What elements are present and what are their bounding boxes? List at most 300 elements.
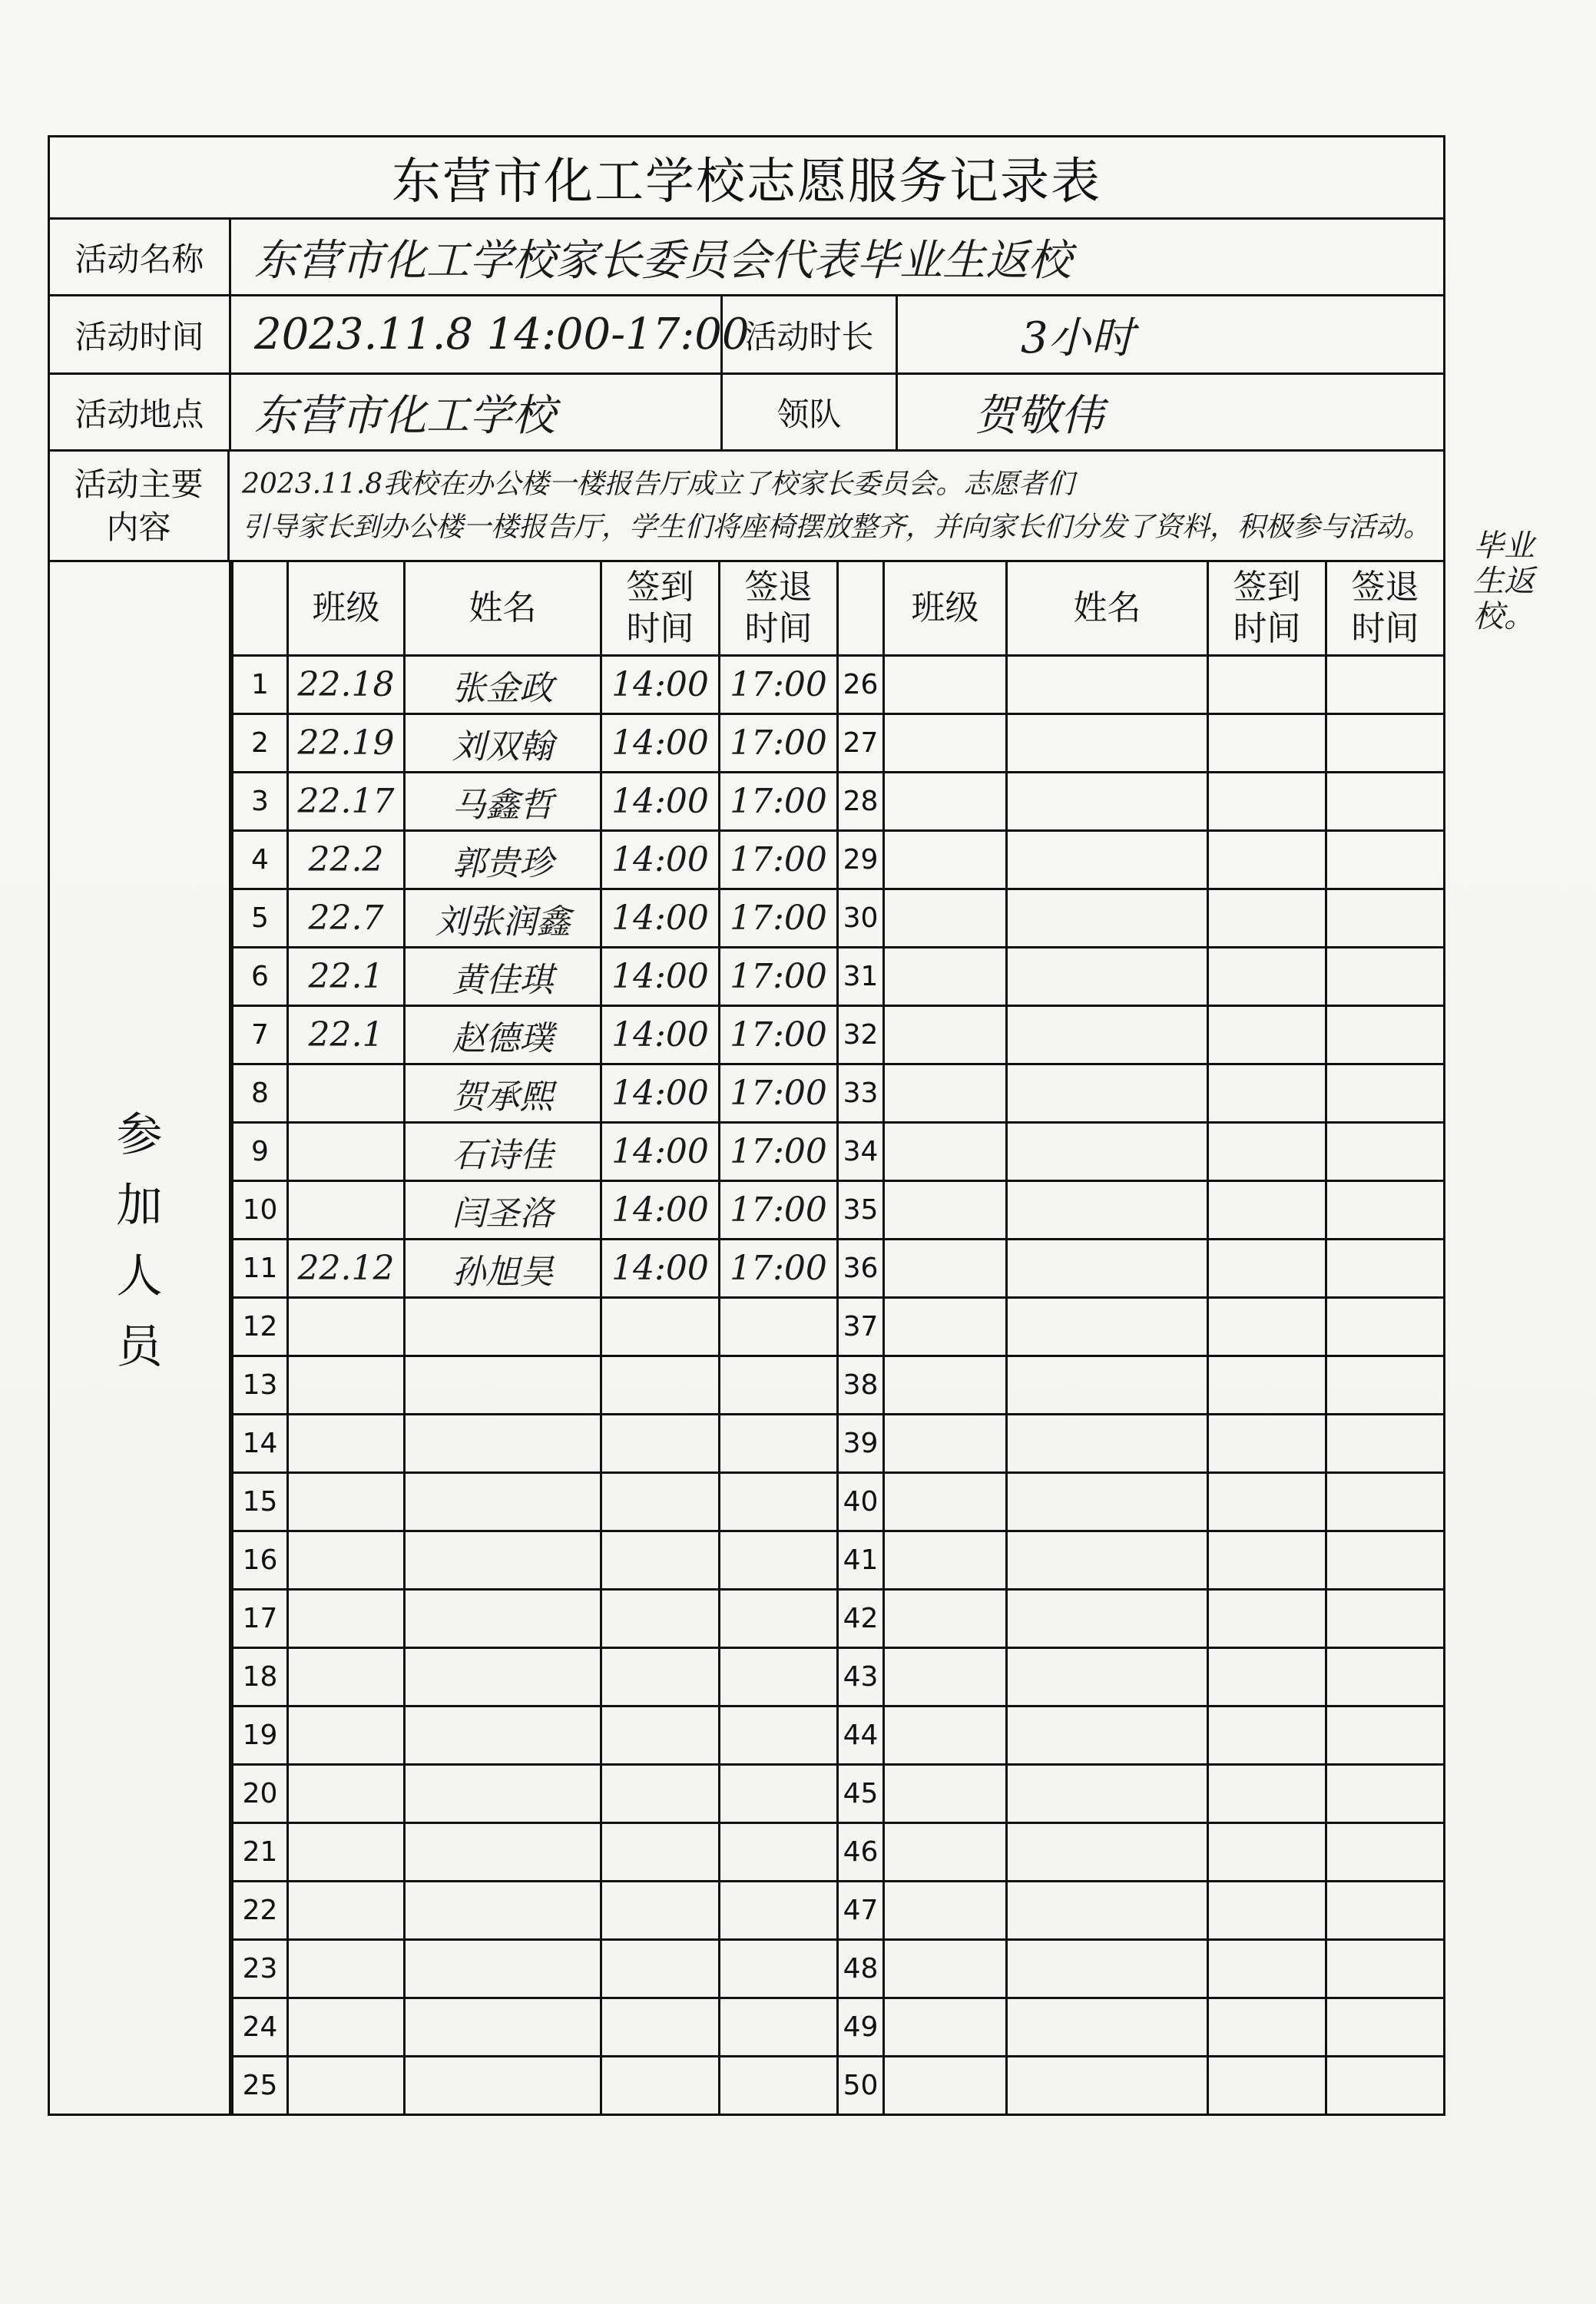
sign-out-cell: 17:00 — [720, 831, 838, 889]
sign-out-cell-right — [1326, 831, 1444, 889]
sign-in-cell-right — [1208, 1006, 1326, 1064]
row-number-left: 23 — [233, 1940, 288, 1998]
row-number-right: 37 — [838, 1298, 884, 1356]
sign-in-cell: 14:00 — [601, 831, 720, 889]
sign-in-cell-right — [1208, 1706, 1326, 1765]
name-cell-right — [1007, 656, 1208, 714]
sign-in-cell-right — [1208, 1765, 1326, 1823]
name-cell — [405, 1648, 601, 1706]
sign-in-cell — [601, 1356, 720, 1415]
row-number-left: 18 — [233, 1648, 288, 1706]
row-number-left: 15 — [233, 1473, 288, 1531]
table-row — [233, 948, 1444, 1006]
sign-out-cell-right — [1326, 1765, 1444, 1823]
sign-in-cell — [601, 1765, 720, 1823]
name-cell: 贺承熙 — [405, 1064, 601, 1123]
sign-in-cell — [601, 1298, 720, 1356]
row-number-right: 38 — [838, 1356, 884, 1415]
table-row — [233, 714, 1444, 773]
row-number-right: 31 — [838, 948, 884, 1006]
sign-out-cell-right — [1326, 1123, 1444, 1181]
sign-in-cell — [601, 1940, 720, 1998]
row-number-left: 16 — [233, 1531, 288, 1590]
class-cell — [288, 1823, 405, 1882]
row-number-left: 13 — [233, 1356, 288, 1415]
row-number-left: 3 — [233, 773, 288, 831]
margin-note: 毕业生返校。 — [1473, 528, 1535, 634]
sign-out-cell-right — [1326, 1064, 1444, 1123]
name-cell: 马鑫哲 — [405, 773, 601, 831]
activity-place-row — [50, 375, 1443, 452]
table-row — [233, 1298, 1444, 1356]
name-cell — [405, 1298, 601, 1356]
name-cell-right — [1007, 1882, 1208, 1940]
sign-out-cell-right — [1326, 1706, 1444, 1765]
class-cell — [288, 1415, 405, 1473]
name-cell: 刘张润鑫 — [405, 889, 601, 948]
sign-in-cell-right — [1208, 1882, 1326, 1940]
content-label-line1: 活动主要 — [74, 465, 204, 503]
name-cell-right — [1007, 831, 1208, 889]
row-number-right: 36 — [838, 1240, 884, 1298]
header-signin-right — [1208, 562, 1326, 656]
name-cell: 刘双翰 — [405, 714, 601, 773]
class-cell-right — [884, 1006, 1007, 1064]
sign-in-cell-right — [1208, 1181, 1326, 1240]
name-cell-right — [1007, 1064, 1208, 1123]
sign-in-cell-right — [1208, 1298, 1326, 1356]
table-row — [233, 1882, 1444, 1940]
sign-in-cell: 14:00 — [601, 889, 720, 948]
row-number-left: 11 — [233, 1240, 288, 1298]
activity-content-row — [50, 452, 1443, 562]
sign-in-cell — [601, 1473, 720, 1531]
row-number-right: 34 — [838, 1123, 884, 1181]
sign-in-cell-right — [1208, 1473, 1326, 1531]
table-row — [233, 1356, 1444, 1415]
row-number-left: 8 — [233, 1064, 288, 1123]
row-number-right: 49 — [838, 1998, 884, 2057]
row-number-left: 25 — [233, 2057, 288, 2114]
form-title: 东营市化工学校志愿服务记录表 — [50, 137, 1443, 220]
sign-in-cell — [601, 1998, 720, 2057]
sign-out-cell — [720, 1648, 838, 1706]
class-cell — [288, 1298, 405, 1356]
row-number-right: 28 — [838, 773, 884, 831]
table-row — [233, 1648, 1444, 1706]
sign-out-cell — [720, 1415, 838, 1473]
activity-name-value: 东营市化工学校家长委员会代表毕业生返校 — [254, 235, 1071, 286]
sign-out-cell: 17:00 — [720, 656, 838, 714]
name-cell-right — [1007, 1006, 1208, 1064]
sign-out-cell: 17:00 — [720, 1006, 838, 1064]
name-cell — [405, 1473, 601, 1531]
sign-in-cell — [601, 2057, 720, 2114]
sign-out-cell-right — [1326, 948, 1444, 1006]
sign-out-cell-right — [1326, 1648, 1444, 1706]
name-cell-right — [1007, 1531, 1208, 1590]
row-number-left: 4 — [233, 831, 288, 889]
class-cell-right — [884, 831, 1007, 889]
name-cell-right — [1007, 1356, 1208, 1415]
class-cell-right — [884, 1882, 1007, 1940]
name-cell — [405, 1415, 601, 1473]
content-value — [230, 452, 1443, 560]
name-cell-right — [1007, 1181, 1208, 1240]
sign-out-cell — [720, 1531, 838, 1590]
sign-out-cell-right — [1326, 889, 1444, 948]
class-cell: 22.19 — [288, 714, 405, 773]
sign-in-cell — [601, 1531, 720, 1590]
sign-in-cell: 14:00 — [601, 1181, 720, 1240]
name-cell: 赵德璞 — [405, 1006, 601, 1064]
row-number-right: 39 — [838, 1415, 884, 1473]
row-number-left: 2 — [233, 714, 288, 773]
header-name-left: 姓名 — [405, 562, 601, 656]
class-cell-right — [884, 1706, 1007, 1765]
sign-in-cell-right — [1208, 1648, 1326, 1706]
sign-in-cell: 14:00 — [601, 656, 720, 714]
table-row — [233, 831, 1444, 889]
sign-in-cell — [601, 1882, 720, 1940]
class-cell — [288, 1765, 405, 1823]
class-cell — [288, 2057, 405, 2114]
name-cell-right — [1007, 948, 1208, 1006]
row-number-right: 44 — [838, 1706, 884, 1765]
sign-out-cell-right — [1326, 1298, 1444, 1356]
content-label — [50, 452, 230, 560]
sign-out-cell — [720, 1765, 838, 1823]
duration-value: 3小时 — [1021, 313, 1134, 363]
class-cell-right — [884, 2057, 1007, 2114]
sign-in-cell: 14:00 — [601, 1006, 720, 1064]
name-cell — [405, 1765, 601, 1823]
class-cell: 22.12 — [288, 1240, 405, 1298]
header-text: 签到 时间 — [1233, 568, 1301, 648]
activity-time-label: 活动时间 — [50, 296, 231, 372]
class-cell-right — [884, 714, 1007, 773]
sign-out-cell — [720, 1998, 838, 2057]
class-cell — [288, 1648, 405, 1706]
row-number-right: 35 — [838, 1181, 884, 1240]
name-cell-right — [1007, 1765, 1208, 1823]
sign-in-cell-right — [1208, 948, 1326, 1006]
header-text: 签退 时间 — [1351, 568, 1419, 648]
header-text: 签到 时间 — [626, 568, 694, 648]
table-row — [233, 1181, 1444, 1240]
class-cell: 22.1 — [288, 1006, 405, 1064]
class-cell-right — [884, 1123, 1007, 1181]
table-row — [233, 1940, 1444, 1998]
class-cell-right — [884, 1765, 1007, 1823]
sign-in-cell — [601, 1648, 720, 1706]
sign-out-cell-right — [1326, 656, 1444, 714]
sign-in-cell-right — [1208, 1240, 1326, 1298]
class-cell: 22.18 — [288, 656, 405, 714]
header-class-left: 班级 — [288, 562, 405, 656]
sign-out-cell-right — [1326, 773, 1444, 831]
sign-out-cell — [720, 1298, 838, 1356]
class-cell-right — [884, 1356, 1007, 1415]
table-row — [233, 1064, 1444, 1123]
sign-out-cell-right — [1326, 2057, 1444, 2114]
name-cell-right — [1007, 1473, 1208, 1531]
sign-out-cell-right — [1326, 1356, 1444, 1415]
sign-in-cell-right — [1208, 1998, 1326, 2057]
name-cell — [405, 1882, 601, 1940]
class-cell: 22.1 — [288, 948, 405, 1006]
sign-out-cell: 17:00 — [720, 889, 838, 948]
class-cell: 22.7 — [288, 889, 405, 948]
participants-table — [231, 562, 1443, 2114]
row-number-left: 5 — [233, 889, 288, 948]
sign-out-cell-right — [1326, 1006, 1444, 1064]
class-cell — [288, 1940, 405, 1998]
sign-out-cell-right — [1326, 1415, 1444, 1473]
sign-in-cell: 14:00 — [601, 1064, 720, 1123]
sign-out-cell — [720, 1356, 838, 1415]
name-cell — [405, 1706, 601, 1765]
row-number-right: 48 — [838, 1940, 884, 1998]
class-cell — [288, 1590, 405, 1648]
table-row — [233, 1473, 1444, 1531]
row-number-right: 47 — [838, 1882, 884, 1940]
class-cell-right — [884, 773, 1007, 831]
class-cell — [288, 1998, 405, 2057]
class-cell-right — [884, 1940, 1007, 1998]
table-row — [233, 1765, 1444, 1823]
class-cell-right — [884, 1298, 1007, 1356]
content-label-line2: 内容 — [106, 508, 171, 546]
row-number-left: 9 — [233, 1123, 288, 1181]
sign-in-cell: 14:00 — [601, 1240, 720, 1298]
class-cell-right — [884, 1531, 1007, 1590]
row-number-left: 6 — [233, 948, 288, 1006]
name-cell-right — [1007, 1240, 1208, 1298]
content-line1: 2023.11.8我校在办公楼一楼报告厅成立了校家长委员会。志愿者们 — [241, 468, 1074, 500]
sign-in-cell-right — [1208, 1415, 1326, 1473]
table-row — [233, 889, 1444, 948]
sign-in-cell — [601, 1590, 720, 1648]
sign-out-cell — [720, 1823, 838, 1882]
sign-out-cell-right — [1326, 1590, 1444, 1648]
participants-grid — [231, 562, 1443, 2114]
sign-in-cell-right — [1208, 1064, 1326, 1123]
sign-in-cell-right — [1208, 1356, 1326, 1415]
sign-in-cell-right — [1208, 1590, 1326, 1648]
header-no-left — [233, 562, 288, 656]
sign-in-cell-right — [1208, 1123, 1326, 1181]
place-label: 活动地点 — [50, 375, 231, 449]
row-number-right: 50 — [838, 2057, 884, 2114]
class-cell — [288, 1064, 405, 1123]
class-cell: 22.2 — [288, 831, 405, 889]
class-cell: 22.17 — [288, 773, 405, 831]
name-cell: 孙旭昊 — [405, 1240, 601, 1298]
row-number-left: 19 — [233, 1706, 288, 1765]
sign-in-cell: 14:00 — [601, 1123, 720, 1181]
row-number-left: 17 — [233, 1590, 288, 1648]
class-cell-right — [884, 1064, 1007, 1123]
name-cell-right — [1007, 1590, 1208, 1648]
name-cell: 石诗佳 — [405, 1123, 601, 1181]
name-cell-right — [1007, 1998, 1208, 2057]
row-number-left: 14 — [233, 1415, 288, 1473]
name-cell: 闫圣洛 — [405, 1181, 601, 1240]
class-cell — [288, 1123, 405, 1181]
table-row — [233, 1590, 1444, 1648]
name-cell: 黄佳琪 — [405, 948, 601, 1006]
activity-time-row — [50, 296, 1443, 375]
sign-out-cell-right — [1326, 1181, 1444, 1240]
sign-in-cell-right — [1208, 773, 1326, 831]
sign-out-cell — [720, 1706, 838, 1765]
participants-section — [50, 562, 1443, 2114]
class-cell — [288, 1473, 405, 1531]
table-row — [233, 773, 1444, 831]
sign-out-cell — [720, 1882, 838, 1940]
row-number-right: 33 — [838, 1064, 884, 1123]
class-cell-right — [884, 1240, 1007, 1298]
sign-in-cell-right — [1208, 1531, 1326, 1590]
sign-out-cell-right — [1326, 1240, 1444, 1298]
class-cell-right — [884, 1998, 1007, 2057]
class-cell-right — [884, 1823, 1007, 1882]
name-cell — [405, 1998, 601, 2057]
sign-in-cell — [601, 1415, 720, 1473]
row-number-left: 1 — [233, 656, 288, 714]
row-number-left: 12 — [233, 1298, 288, 1356]
sign-in-cell-right — [1208, 1823, 1326, 1882]
table-header-row — [233, 562, 1444, 656]
leader-value: 贺敬伟 — [975, 390, 1104, 441]
header-text: 签退 时间 — [744, 568, 813, 648]
class-cell-right — [884, 948, 1007, 1006]
table-row — [233, 1123, 1444, 1181]
sign-in-cell — [601, 1823, 720, 1882]
name-cell — [405, 1531, 601, 1590]
class-cell — [288, 1181, 405, 1240]
row-number-left: 24 — [233, 1998, 288, 2057]
sign-in-cell: 14:00 — [601, 714, 720, 773]
class-cell-right — [884, 1590, 1007, 1648]
sign-out-cell: 17:00 — [720, 773, 838, 831]
row-number-right: 46 — [838, 1823, 884, 1882]
sign-out-cell — [720, 1473, 838, 1531]
sign-out-cell: 17:00 — [720, 714, 838, 773]
row-number-left: 21 — [233, 1823, 288, 1882]
leader-label: 领队 — [723, 375, 898, 449]
class-cell-right — [884, 1181, 1007, 1240]
sign-out-cell — [720, 2057, 838, 2114]
table-row — [233, 1998, 1444, 2057]
table-row — [233, 656, 1444, 714]
sign-out-cell-right — [1326, 714, 1444, 773]
sign-out-cell-right — [1326, 1940, 1444, 1998]
class-cell-right — [884, 889, 1007, 948]
row-number-left: 22 — [233, 1882, 288, 1940]
name-cell-right — [1007, 714, 1208, 773]
sign-out-cell: 17:00 — [720, 1064, 838, 1123]
name-cell-right — [1007, 1823, 1208, 1882]
sign-out-cell-right — [1326, 1998, 1444, 2057]
class-cell-right — [884, 1648, 1007, 1706]
row-number-right: 41 — [838, 1531, 884, 1590]
class-cell-right — [884, 1415, 1007, 1473]
participants-label: 参 加 人 员 — [116, 1108, 163, 1374]
sign-in-cell-right — [1208, 889, 1326, 948]
name-cell — [405, 1823, 601, 1882]
row-number-right: 30 — [838, 889, 884, 948]
name-cell: 张金政 — [405, 656, 601, 714]
header-signin-left — [601, 562, 720, 656]
class-cell-right — [884, 656, 1007, 714]
header-signout-right — [1326, 562, 1444, 656]
name-cell-right — [1007, 1706, 1208, 1765]
class-cell-right — [884, 1473, 1007, 1531]
row-number-right: 29 — [838, 831, 884, 889]
sign-out-cell: 17:00 — [720, 1123, 838, 1181]
sign-out-cell-right — [1326, 1882, 1444, 1940]
sign-in-cell-right — [1208, 1940, 1326, 1998]
sign-out-cell: 17:00 — [720, 948, 838, 1006]
sign-out-cell-right — [1326, 1473, 1444, 1531]
table-row — [233, 1006, 1444, 1064]
row-number-right: 27 — [838, 714, 884, 773]
activity-time-value: 2023.11.8 14:00-17:00 — [231, 296, 723, 372]
row-number-left: 7 — [233, 1006, 288, 1064]
duration-label: 活动时长 — [723, 296, 898, 372]
row-number-right: 43 — [838, 1648, 884, 1706]
sign-in-cell — [601, 1706, 720, 1765]
sign-in-cell-right — [1208, 831, 1326, 889]
sign-in-cell: 14:00 — [601, 773, 720, 831]
name-cell: 郭贵珍 — [405, 831, 601, 889]
sign-out-cell — [720, 1940, 838, 1998]
sign-out-cell: 17:00 — [720, 1181, 838, 1240]
sign-out-cell: 17:00 — [720, 1240, 838, 1298]
class-cell — [288, 1882, 405, 1940]
participants-label-cell — [50, 562, 231, 2114]
row-number-left: 10 — [233, 1181, 288, 1240]
class-cell — [288, 1706, 405, 1765]
name-cell-right — [1007, 1415, 1208, 1473]
name-cell-right — [1007, 1298, 1208, 1356]
activity-name-row — [50, 220, 1443, 296]
name-cell-right — [1007, 773, 1208, 831]
table-row — [233, 1823, 1444, 1882]
row-number-right: 42 — [838, 1590, 884, 1648]
volunteer-record-form — [48, 135, 1445, 2116]
header-signout-left — [720, 562, 838, 656]
class-cell — [288, 1531, 405, 1590]
row-number-left: 20 — [233, 1765, 288, 1823]
row-number-right: 45 — [838, 1765, 884, 1823]
row-number-right: 32 — [838, 1006, 884, 1064]
sign-in-cell-right — [1208, 2057, 1326, 2114]
table-row — [233, 1706, 1444, 1765]
activity-name-label: 活动名称 — [50, 220, 231, 294]
sign-out-cell-right — [1326, 1823, 1444, 1882]
table-row — [233, 2057, 1444, 2114]
row-number-right: 26 — [838, 656, 884, 714]
table-row — [233, 1531, 1444, 1590]
content-line2: 引导家长到办公楼一楼报告厅，学生们将座椅摆放整齐，并向家长们分发了资料，积极参与活动。 — [241, 511, 1431, 543]
sign-in-cell: 14:00 — [601, 948, 720, 1006]
place-value: 东营市化工学校 — [231, 375, 723, 449]
table-row — [233, 1240, 1444, 1298]
header-name-right: 姓名 — [1007, 562, 1208, 656]
